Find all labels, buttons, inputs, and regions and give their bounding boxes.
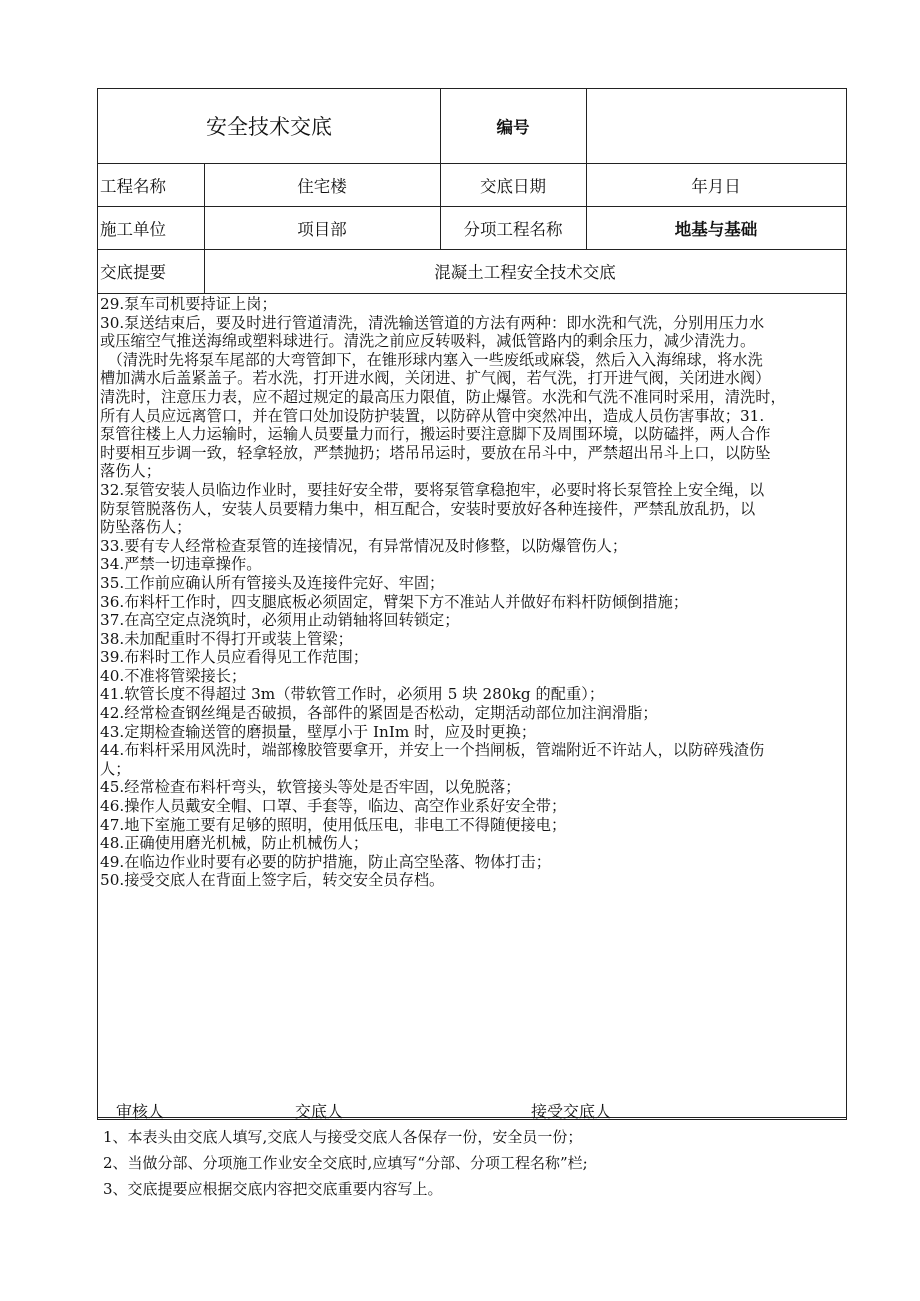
content-line: 槽加满水后盖紧盖子。若水洗，打开进水阀，关闭进、扩气阀，若气洗，打开进气阀，关闭进水阀） (100, 369, 771, 388)
note-line: 2、当做分部、分项施工作业安全交底时,应填写“分部、分项工程名称”栏; (103, 1154, 588, 1172)
form-title: 安全技术交底 (206, 115, 332, 139)
discloser-signature-label: 交底人 (295, 1102, 344, 1121)
content-line: 41.软管长度不得超过 3m（带软管工作时，必须用 5 块 280kg 的配重）； (100, 685, 605, 704)
content-line: 50.接受交底人在背面上签字后，转交安全员存档。 (100, 871, 445, 890)
content-line: 48.正确使用磨光机械，防止机械伤人； (100, 834, 369, 853)
date-value[interactable]: 年月日 (691, 176, 741, 196)
unit-value[interactable]: 项目部 (297, 219, 347, 239)
content-line: 时要相互步调一致，轻拿轻放，严禁抛扔；塔吊吊运时，要放在吊斗中，严禁超出吊斗上口，以防坠 (100, 443, 771, 462)
number-value[interactable] (586, 89, 846, 163)
content-line: 防坠落伤人； (100, 518, 192, 537)
content-line: 43.定期检查输送管的磨损量，壁厚小于 InIm 时，应及时更换； (100, 722, 537, 741)
receiver-signature-label: 接受交底人 (531, 1102, 612, 1121)
content-line: （清洗时先将泵车尾部的大弯管卸下，在锥形球内塞入一些废纸或麻袋，然后入入海绵球，将水洗 (100, 350, 763, 369)
content-line: 36.布料杆工作时，四支腿底板必须固定，臂架下方不准站人并做好布料杆防倾倒措施； (100, 592, 689, 611)
unit-label: 施工单位 (100, 219, 166, 239)
number-label: 编号 (496, 118, 530, 137)
content-line: 清洗时，注意压力表，应不超过规定的最高压力限值，防止爆管。水洗和气洗不准同时采用，清洗时， (100, 387, 786, 406)
row-divider (98, 293, 846, 294)
project-name-label: 工程名称 (100, 176, 166, 196)
content-line: 32.泵管安装人员临边作业时，要挂好安全带，要将泵管拿稳抱牢，必要时将长泵管拴上安全绳，以 (100, 480, 765, 499)
disclosure-form (97, 88, 847, 1120)
row-divider (98, 1117, 846, 1118)
content-line: 或压缩空气推送海绵或塑料球进行。清洗之前应反转吸料，减低管路内的剩余压力，减少清洗力。 (100, 332, 756, 351)
summary-value[interactable]: 混凝土工程安全技术交底 (434, 263, 616, 282)
content-line: 45.经常检查布料杆弯头，软管接头等处是否牢固，以免脱落； (100, 778, 521, 797)
content-line: 人； (100, 759, 131, 778)
content-line: 泵管往楼上人力运输时，运输人员要量力而行，搬运时要注意脚下及周围环境，以防磕拌，两人合作 (100, 425, 771, 444)
content-line: 47.地下室施工要有足够的照明，使用低压电，非电工不得随便接电； (100, 815, 567, 834)
content-line: 42.经常检查钢丝绳是否破损，各部件的紧固是否松动，定期活动部位加注润滑脂； (100, 704, 658, 723)
reviewer-signature-label: 审核人 (116, 1102, 165, 1121)
content-line: 37.在高空定点浇筑时，必须用止动销轴将回转锁定； (100, 611, 460, 630)
content-line: 34.严禁一切违章操作。 (100, 555, 262, 574)
content-line: 38.未加配重时不得打开或装上管梁； (100, 629, 353, 648)
form-notes (103, 1124, 588, 1202)
content-line: 40.不准将管梁接长； (100, 666, 247, 685)
content-line: 29.泵车司机要持证上岗； (100, 295, 277, 313)
content-line: 46.操作人员戴安全帽、口罩、手套等，临边、高空作业系好安全带； (100, 797, 567, 816)
summary-label: 交底提要 (100, 263, 166, 282)
content-line: 49.在临边作业时要有必要的防护措施，防止高空坠落、物体打击； (100, 852, 551, 871)
sub-project-label: 分项工程名称 (463, 219, 563, 239)
content-line: 落伤人； (100, 462, 161, 481)
content-line: 防泵管脱落伤人，安装人员要精力集中，相互配合，安装时要放好各种连接件，严禁乱放乱扔，以 (100, 499, 756, 518)
note-line: 3、交底提要应根据交底内容把交底重要内容写上。 (103, 1180, 443, 1198)
note-line: 1、本表头由交底人填写,交底人与接受交底人各保存一份，安全员一份； (103, 1128, 583, 1146)
disclosure-content (100, 295, 845, 890)
content-line: 44.布料杆采用风洗时，端部橡胶管要拿开，并安上一个挡闸板，管端附近不许站人，以防碎残渣伤 (100, 741, 765, 760)
content-line: 30.泵送结束后，要及时进行管道清洗，清洗输送管道的方法有两种：即水洗和气洗，分别用压力水 (100, 313, 765, 332)
sub-project-value[interactable]: 地基与基础 (674, 219, 758, 239)
project-name-value[interactable]: 住宅楼 (297, 176, 347, 196)
content-line: 35.工作前应确认所有管接头及连接件完好、牢固； (100, 573, 445, 592)
content-line: 39.布料时工作人员应看得见工作范围； (100, 648, 369, 667)
content-line: 33.要有专人经常检查泵管的连接情况，有异常情况及时修整，以防爆管伤人； (100, 536, 628, 555)
content-line: 所有人员应远离管口，并在管口处加设防护装置，以防碎从管中突然冲出，造成人员伤害事故；31. (100, 406, 765, 425)
date-label: 交底日期 (480, 176, 546, 196)
